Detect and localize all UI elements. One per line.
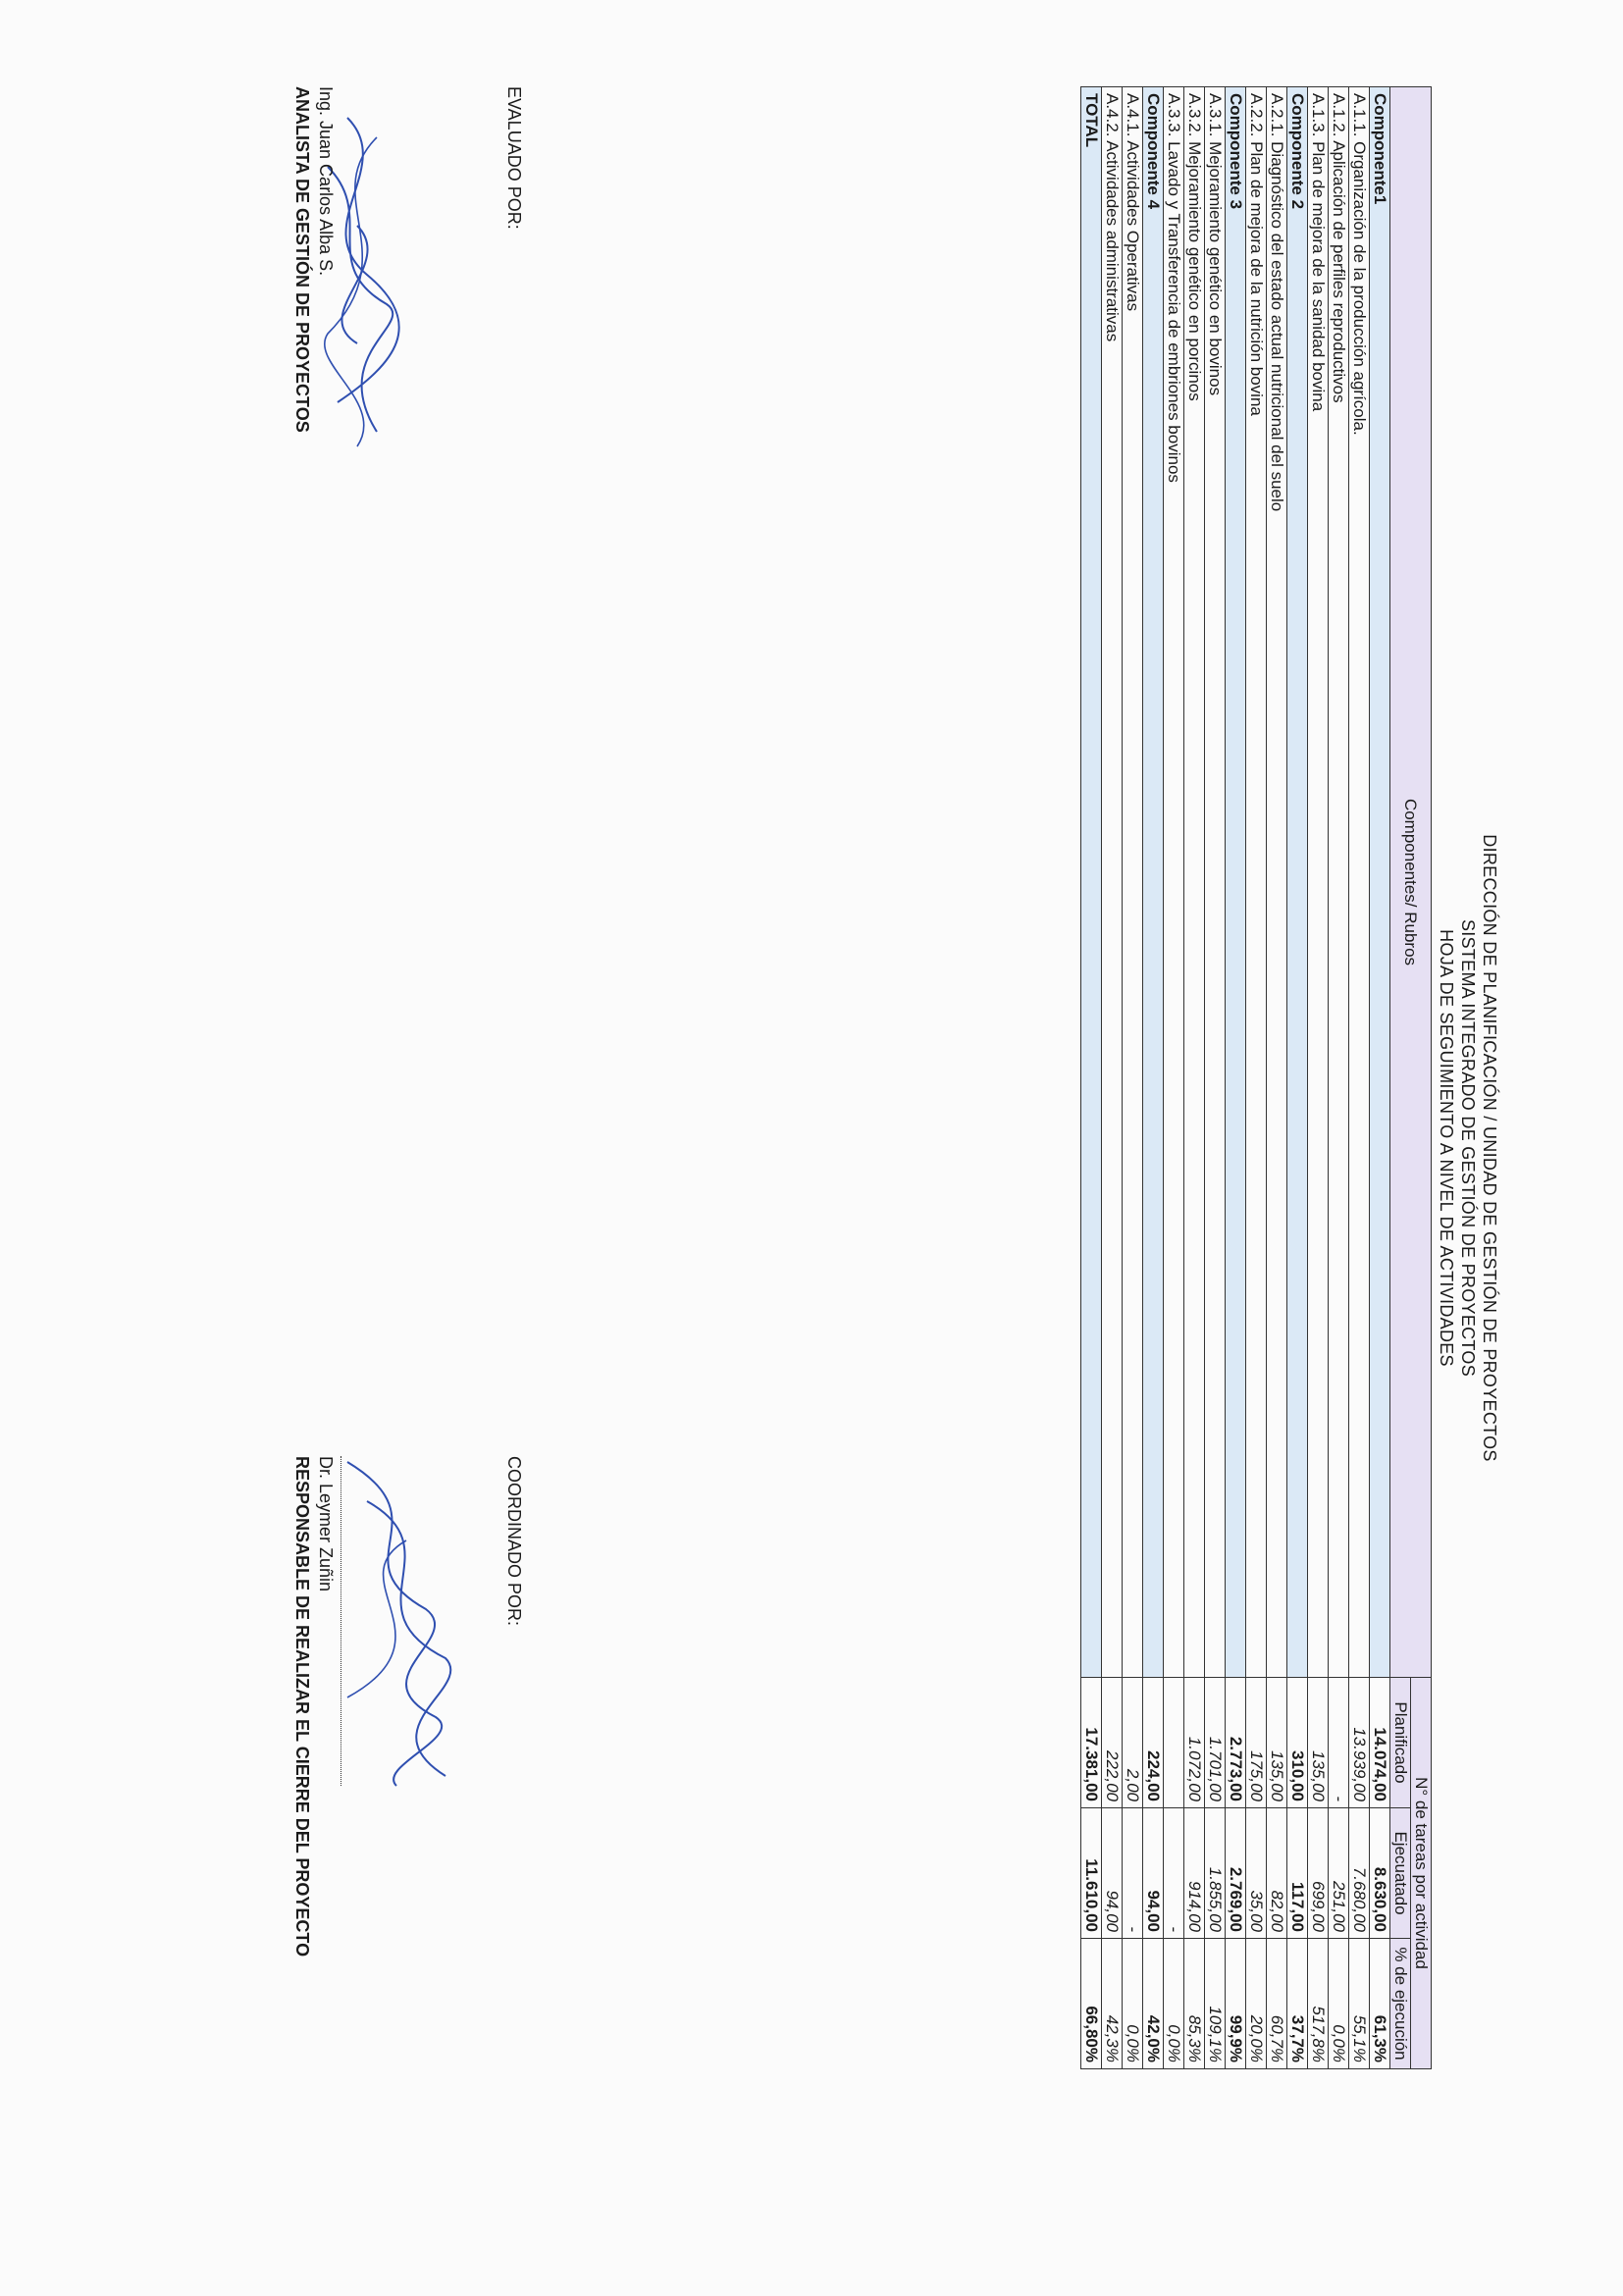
row-label: TOTAL bbox=[1081, 87, 1102, 1678]
ejecutado-value: 35,00 bbox=[1246, 1808, 1267, 1939]
activity-row bbox=[1246, 87, 1267, 2069]
planificado-value bbox=[1164, 1678, 1184, 1808]
porcentaje-value: 55,1% bbox=[1349, 1939, 1370, 2069]
porcentaje-value: 85,3% bbox=[1184, 1939, 1205, 2069]
header-line-2: SISTEMA INTEGRADO DE GESTIÓN DE PROYECTOS bbox=[1458, 918, 1478, 1378]
porcentaje-value: 66,80% bbox=[1081, 1939, 1102, 2069]
planificado-value: 2,00 bbox=[1123, 1678, 1143, 1808]
ejecutado-value: 117,00 bbox=[1287, 1808, 1308, 1939]
row-label: Componente 2 bbox=[1287, 87, 1308, 1678]
activity-row bbox=[1184, 87, 1205, 2069]
activity-row bbox=[1164, 87, 1184, 2069]
planificado-value: - bbox=[1329, 1678, 1349, 1808]
row-label: A.3.2. Mejoramiento genético en porcinos bbox=[1184, 87, 1205, 1678]
coordinado-name: Dr. Leymer Zuñin bbox=[316, 1456, 336, 1592]
porcentaje-value: 42,0% bbox=[1143, 1939, 1164, 2069]
activity-row bbox=[1205, 87, 1226, 2069]
ejecutado-value: 914,00 bbox=[1184, 1808, 1205, 1939]
evaluado-role: ANALISTA DE GESTIÓN DE PROYECTOS bbox=[292, 86, 312, 433]
coordinado-role: RESPONSABLE DE REALIZAR EL CIERRE DEL PROYECTO bbox=[292, 1456, 312, 1957]
porcentaje-value: 20,0% bbox=[1246, 1939, 1267, 2069]
activity-row bbox=[1308, 87, 1329, 2069]
table-body bbox=[1081, 87, 1390, 2069]
porcentaje-value: 61,3% bbox=[1370, 1939, 1390, 2069]
evaluado-label: EVALUADO POR: bbox=[504, 86, 524, 230]
ejecutado-value: 251,00 bbox=[1329, 1808, 1349, 1939]
component-row bbox=[1370, 87, 1390, 2069]
evaluado-name: Ing. Juan Carlos Alba S. bbox=[316, 86, 336, 277]
row-label: A.1.2. Aplicación de perfiles reproductivos bbox=[1329, 87, 1349, 1678]
header-planificado: Planificado bbox=[1390, 1678, 1411, 1808]
ejecutado-value: 699,00 bbox=[1308, 1808, 1329, 1939]
porcentaje-value: 0,0% bbox=[1123, 1939, 1143, 2069]
porcentaje-value: 37,7% bbox=[1287, 1939, 1308, 2069]
planificado-value: 135,00 bbox=[1308, 1678, 1329, 1808]
ejecutado-value: 7.680,00 bbox=[1349, 1808, 1370, 1939]
row-label: Componente1 bbox=[1370, 87, 1390, 1678]
header-group-tareas: N° de tareas por actividad bbox=[1411, 1678, 1432, 2069]
porcentaje-value: 42,3% bbox=[1102, 1939, 1123, 2069]
ejecutado-value: - bbox=[1123, 1808, 1143, 1939]
component-row bbox=[1287, 87, 1308, 2069]
component-row bbox=[1143, 87, 1164, 2069]
header-ejecutado: Ejecuatado bbox=[1390, 1808, 1411, 1939]
row-label: A.2.1. Diagnóstico del estado actual nutricional del suelo bbox=[1267, 87, 1287, 1678]
activity-row bbox=[1267, 87, 1287, 2069]
row-label: A.4.1. Actividades Operativas bbox=[1123, 87, 1143, 1678]
tracking-table bbox=[1080, 86, 1432, 2069]
activity-row bbox=[1349, 87, 1370, 2069]
planificado-value: 2.773,00 bbox=[1226, 1678, 1246, 1808]
planificado-value: 224,00 bbox=[1143, 1678, 1164, 1808]
ejecutado-value: - bbox=[1164, 1808, 1184, 1939]
ejecutado-value: 94,00 bbox=[1102, 1808, 1123, 1939]
row-label: A.3.1. Mejoramiento genético en bovinos bbox=[1205, 87, 1226, 1678]
activity-row bbox=[1329, 87, 1349, 2069]
planificado-value: 135,00 bbox=[1267, 1678, 1287, 1808]
planificado-value: 13.939,00 bbox=[1349, 1678, 1370, 1808]
row-label: A.1.1. Organización de la producción agrícola. bbox=[1349, 87, 1370, 1678]
planificado-value: 1.072,00 bbox=[1184, 1678, 1205, 1808]
row-label: Componente 4 bbox=[1143, 87, 1164, 1678]
porcentaje-value: 60,7% bbox=[1267, 1939, 1287, 2069]
planificado-value: 1.701,00 bbox=[1205, 1678, 1226, 1808]
ejecutado-value: 94,00 bbox=[1143, 1808, 1164, 1939]
total-row bbox=[1081, 87, 1102, 2069]
ejecutado-value: 8.630,00 bbox=[1370, 1808, 1390, 1939]
row-label: Componente 3 bbox=[1226, 87, 1246, 1678]
row-label: A.4.2. Actividades administrativas bbox=[1102, 87, 1123, 1678]
row-label: A.3.3. Lavado y Transferencia de embriones bovinos bbox=[1164, 87, 1184, 1678]
porcentaje-value: 0,0% bbox=[1329, 1939, 1349, 2069]
header-line-1: DIRECCIÓN DE PLANIFICACIÓN / UNIDAD DE GESTIÓN DE PROYECTOS bbox=[1480, 834, 1499, 1462]
document-header bbox=[1436, 0, 1500, 2296]
ejecutado-value: 11.610,00 bbox=[1081, 1808, 1102, 1939]
header-rubros: Componentes/ Rubros bbox=[1390, 87, 1432, 1678]
planificado-value: 175,00 bbox=[1246, 1678, 1267, 1808]
ejecutado-value: 82,00 bbox=[1267, 1808, 1287, 1939]
coordinado-label: COORDINADO POR: bbox=[504, 1456, 524, 1627]
row-label: A.1.3. Plan de mejora de la sanidad bovina bbox=[1308, 87, 1329, 1678]
ejecutado-value: 2.769,00 bbox=[1226, 1808, 1246, 1939]
coordinado-signature bbox=[328, 1442, 465, 1796]
planificado-value: 222,00 bbox=[1102, 1678, 1123, 1808]
header-line-3: HOJA DE SEGUIMIENTO A NIVEL DE ACTIVIDADES bbox=[1437, 929, 1456, 1367]
row-label: A.2.2. Plan de mejora de la nutrición bovina bbox=[1246, 87, 1267, 1678]
activity-row bbox=[1123, 87, 1143, 2069]
coordinado-signature-line bbox=[340, 1456, 341, 1786]
planificado-value: 310,00 bbox=[1287, 1678, 1308, 1808]
planificado-value: 17.381,00 bbox=[1081, 1678, 1102, 1808]
activity-row bbox=[1102, 87, 1123, 2069]
porcentaje-value: 109,1% bbox=[1205, 1939, 1226, 2069]
header-porcentaje: % de ejecución bbox=[1390, 1939, 1411, 2069]
porcentaje-value: 99,9% bbox=[1226, 1939, 1246, 2069]
ejecutado-value: 1.855,00 bbox=[1205, 1808, 1226, 1939]
component-row bbox=[1226, 87, 1246, 2069]
porcentaje-value: 517,8% bbox=[1308, 1939, 1329, 2069]
planificado-value: 14.074,00 bbox=[1370, 1678, 1390, 1808]
porcentaje-value: 0,0% bbox=[1164, 1939, 1184, 2069]
